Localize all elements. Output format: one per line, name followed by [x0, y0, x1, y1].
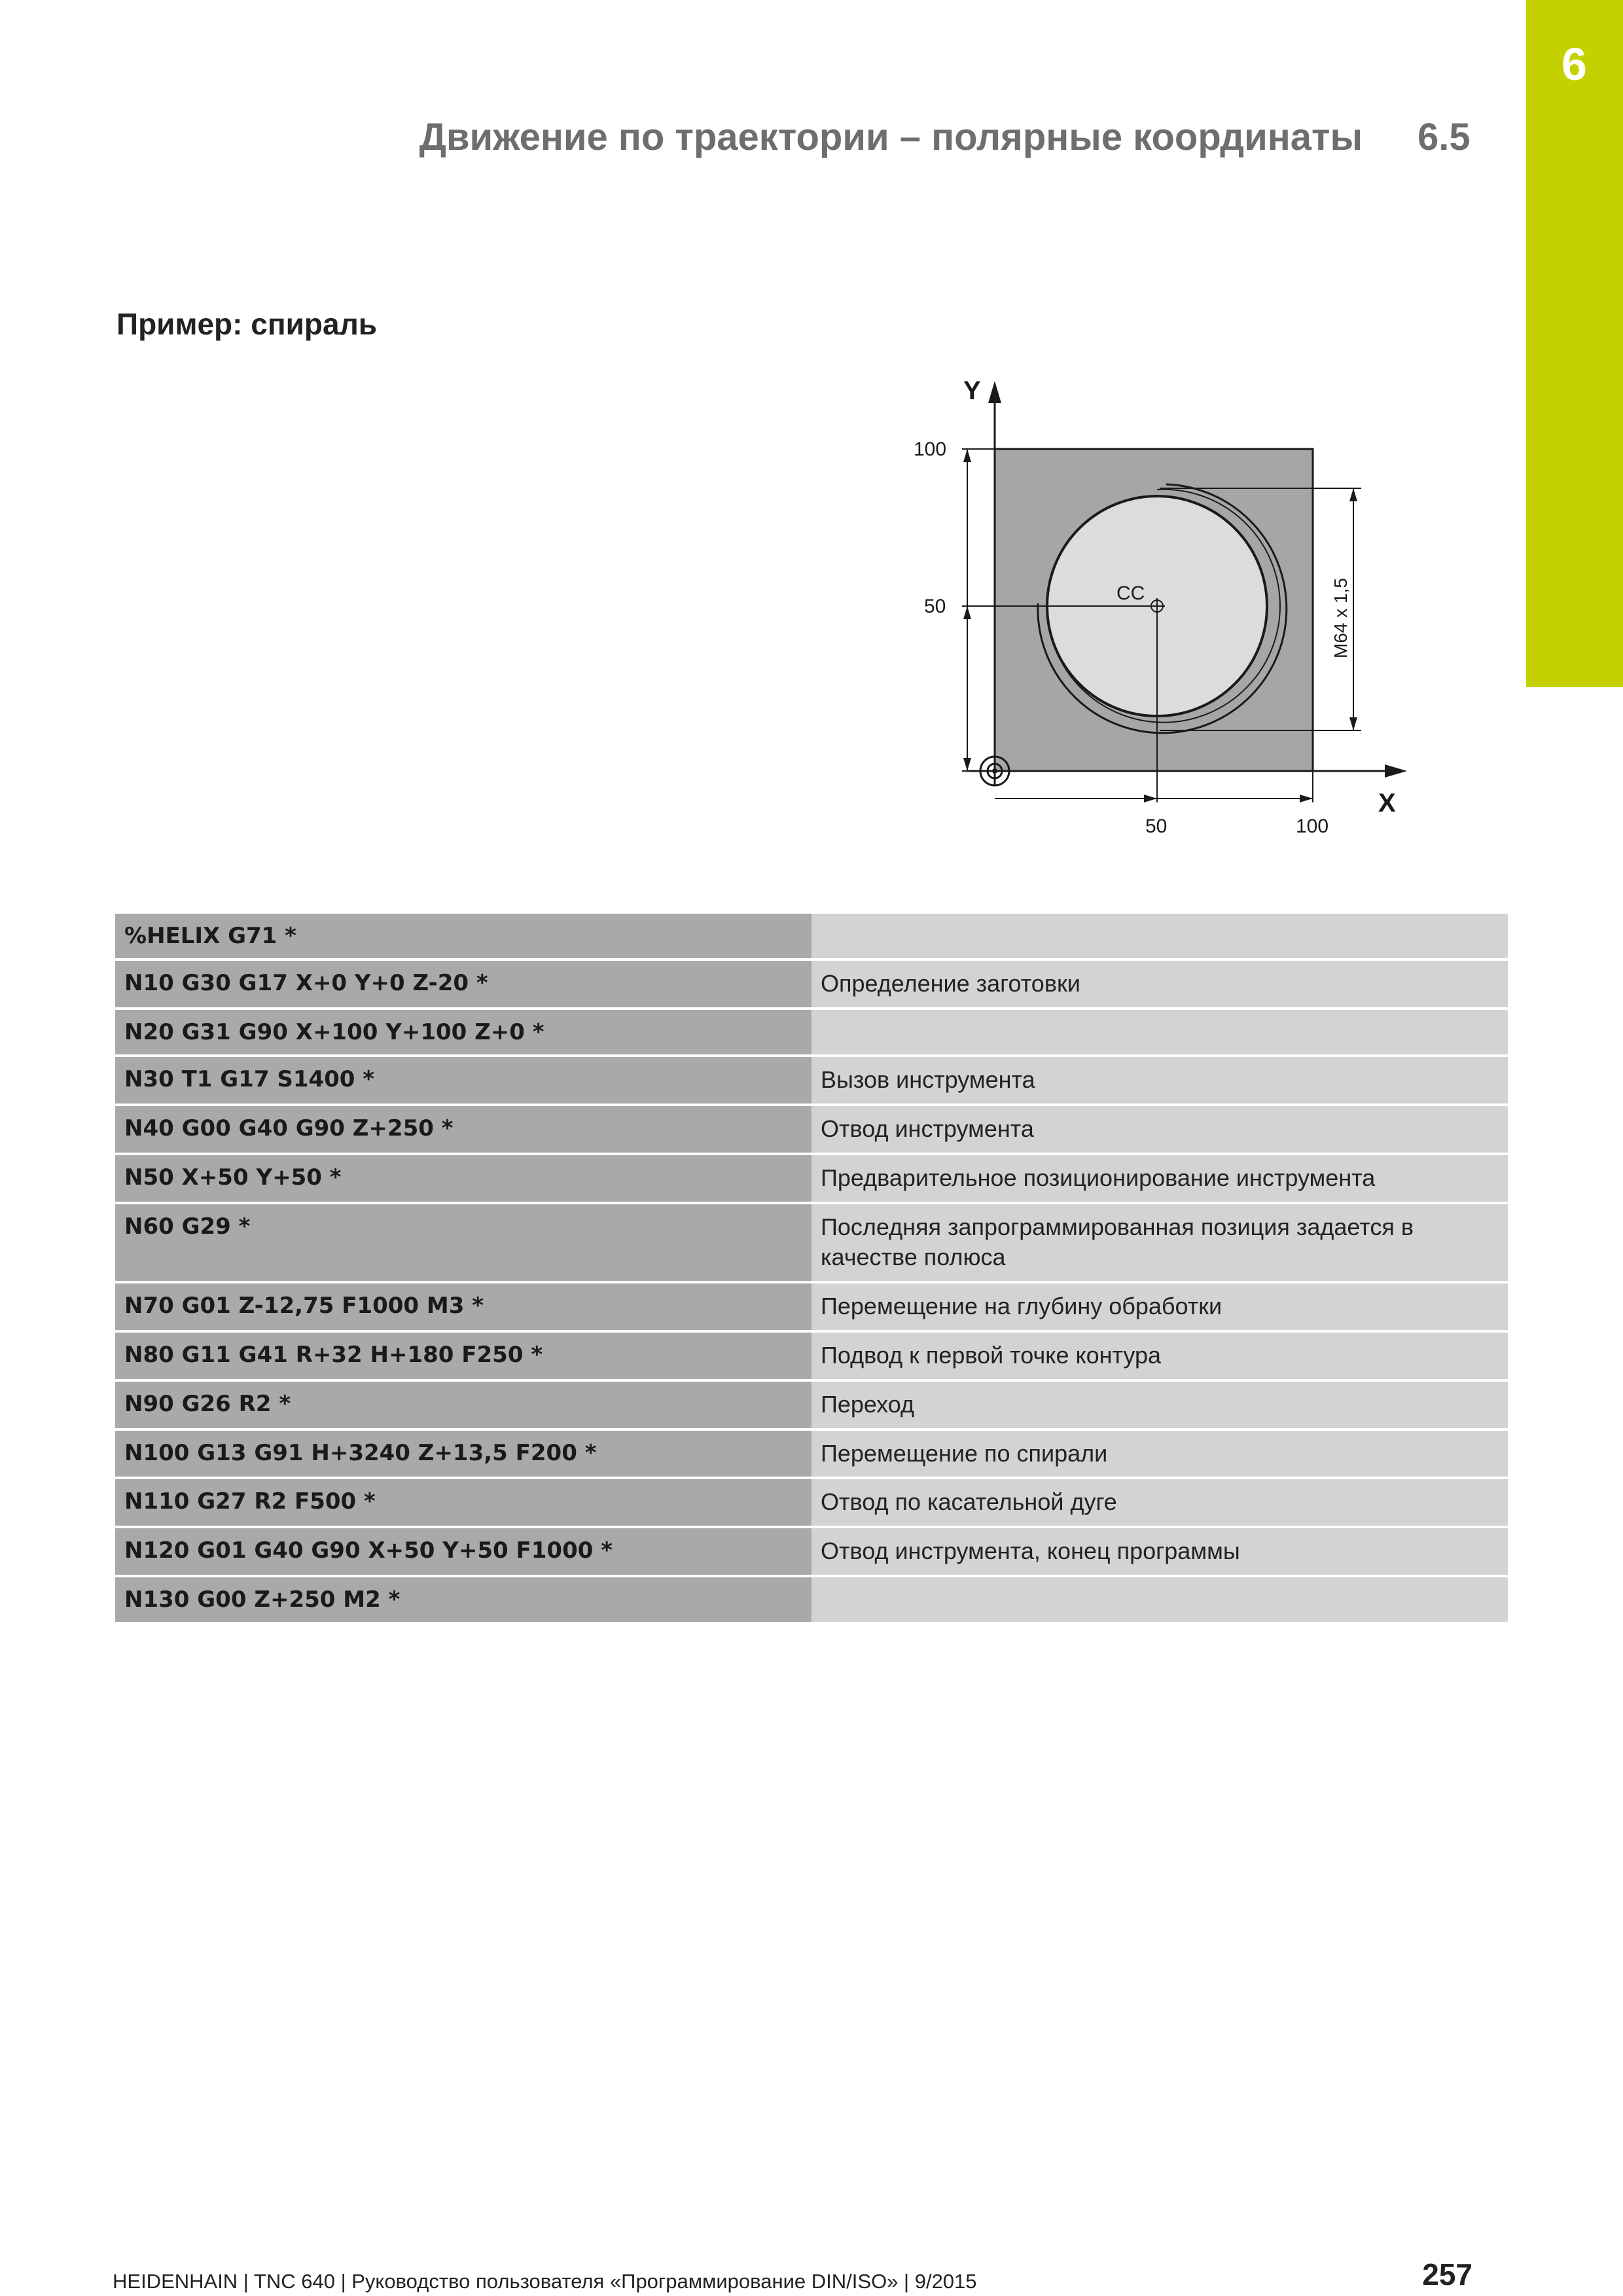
nc-comment-cell: Отвод по касательной дуге: [812, 1479, 1508, 1526]
nc-code-cell: %HELIX G71 *: [115, 914, 812, 958]
nc-comment-cell: Последняя запрограммированная позиция задается в качестве полюса: [812, 1204, 1508, 1282]
program-row: [115, 1155, 1508, 1202]
program-row: [115, 1479, 1508, 1526]
nc-comment-cell: Отвод инструмента: [812, 1106, 1508, 1153]
nc-comment-cell: Переход: [812, 1382, 1508, 1428]
nc-program-table: [115, 911, 1508, 1624]
nc-comment-cell: [812, 914, 1508, 958]
program-row: [115, 1431, 1508, 1477]
nc-comment-cell: Определение заготовки: [812, 961, 1508, 1007]
footer-text: HEIDENHAIN | TNC 640 | Руководство пользователя «Программирование DIN/ISO» | 9/2015: [113, 2270, 977, 2293]
cc-label: CC: [1116, 583, 1145, 604]
program-row: [115, 1204, 1508, 1282]
nc-code-cell: N20 G31 G90 X+100 Y+100 Z+0 *: [115, 1010, 812, 1054]
nc-comment-cell: Отвод инструмента, конец программы: [812, 1528, 1508, 1575]
y-tick-100: 100: [914, 439, 947, 460]
chapter-tab: [1526, 0, 1623, 687]
y-tick-50: 50: [924, 596, 946, 617]
page-header-section: 6.5: [1418, 116, 1471, 158]
nc-code-cell: N60 G29 *: [115, 1204, 812, 1282]
nc-comment-cell: [812, 1010, 1508, 1054]
nc-comment-cell: Подвод к первой точке контура: [812, 1333, 1508, 1379]
nc-code-cell: N90 G26 R2 *: [115, 1382, 812, 1428]
nc-code-cell: N120 G01 G40 G90 X+50 Y+50 F1000 *: [115, 1528, 812, 1575]
thread-dimension-label: M64 x 1,5: [1330, 578, 1351, 658]
x-tick-50: 50: [1145, 816, 1168, 837]
chapter-tab-number: 6: [1561, 39, 1587, 90]
nc-comment-cell: Перемещение на глубину обработки: [812, 1283, 1508, 1330]
helix-drawing: [890, 367, 1427, 851]
nc-code-cell: N100 G13 G91 H+3240 Z+13,5 F200 *: [115, 1431, 812, 1477]
y-axis-arrow: [988, 381, 1001, 403]
example-title: Пример: спираль: [116, 307, 378, 341]
page-header-title: Движение по траектории – полярные координаты: [419, 116, 1363, 158]
program-row: [115, 1577, 1508, 1622]
program-row: [115, 1057, 1508, 1103]
nc-code-cell: N70 G01 Z-12,75 F1000 M3 *: [115, 1283, 812, 1330]
program-row: [115, 1333, 1508, 1379]
program-row: [115, 1106, 1508, 1153]
nc-code-cell: N30 T1 G17 S1400 *: [115, 1057, 812, 1103]
nc-comment-cell: Предварительное позиционирование инструмента: [812, 1155, 1508, 1202]
nc-comment-cell: Вызов инструмента: [812, 1057, 1508, 1103]
nc-comment-cell: [812, 1577, 1508, 1622]
x-axis-arrow: [1385, 764, 1407, 778]
x-tick-100: 100: [1296, 816, 1329, 837]
nc-code-cell: N130 G00 Z+250 M2 *: [115, 1577, 812, 1622]
program-row: [115, 1528, 1508, 1575]
page-number: 257: [1422, 2257, 1472, 2291]
nc-code-cell: N110 G27 R2 F500 *: [115, 1479, 812, 1526]
program-row: [115, 914, 1508, 958]
program-row: [115, 1382, 1508, 1428]
program-row: [115, 1283, 1508, 1330]
program-row: [115, 1010, 1508, 1054]
y-axis-label: Y: [963, 376, 981, 405]
program-row: [115, 961, 1508, 1007]
nc-code-cell: N10 G30 G17 X+0 Y+0 Z-20 *: [115, 961, 812, 1007]
nc-code-cell: N80 G11 G41 R+32 H+180 F250 *: [115, 1333, 812, 1379]
nc-code-cell: N50 X+50 Y+50 *: [115, 1155, 812, 1202]
x-axis-label: X: [1378, 789, 1396, 817]
nc-code-cell: N40 G00 G40 G90 Z+250 *: [115, 1106, 812, 1153]
nc-comment-cell: Перемещение по спирали: [812, 1431, 1508, 1477]
